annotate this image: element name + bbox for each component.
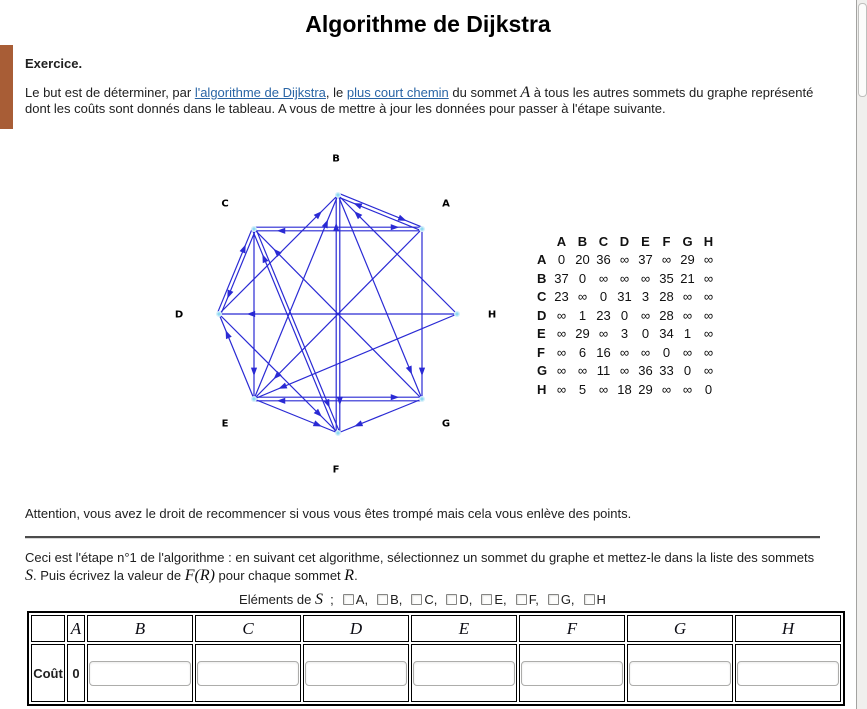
graph-arrow-E-F	[313, 420, 322, 426]
step-paragraph	[25, 549, 845, 584]
matrix-cell-A-H: ∞	[703, 252, 714, 268]
element-checkbox-label-H: H	[596, 592, 606, 607]
graph-label-B: B	[332, 153, 340, 165]
math-vertex-r: R	[344, 566, 355, 584]
cost-input-E[interactable]	[413, 661, 515, 686]
matrix-row-C	[536, 288, 719, 307]
matrix-row-B	[536, 269, 719, 288]
cost-input-cell-B	[87, 644, 193, 702]
matrix-cell-H-D: 18	[617, 381, 632, 397]
graph-label-D: D	[174, 309, 184, 321]
matrix-row-label-A: A	[537, 252, 547, 268]
matrix-cell-F-A: ∞	[556, 344, 567, 360]
matrix-cell-G-B: ∞	[577, 363, 588, 379]
matrix-cell-A-C: 36	[596, 252, 611, 268]
matrix-cell-F-B: 6	[578, 344, 587, 360]
attention-note: Attention, vous avez le droit de recommencer si vous vous êtes trompé mais cela vous enlève des points.	[25, 506, 632, 521]
cost-input-F[interactable]	[521, 661, 623, 686]
matrix-cell-B-G: 21	[680, 270, 695, 286]
cost-col-header-E: E	[411, 615, 517, 642]
matrix-cell-D-C: 23	[596, 307, 611, 323]
cost-value-A: 0	[67, 644, 85, 702]
element-item-C	[411, 592, 437, 607]
graph-arrow-H-D	[247, 311, 256, 317]
graph-edge-B-A	[339, 193, 423, 227]
matrix-cell-G-E: 36	[638, 363, 653, 379]
matrix-cell-H-G: ∞	[682, 381, 693, 397]
graph-label-C: C	[221, 198, 229, 210]
matrix-cell-G-D: ∞	[619, 363, 630, 379]
element-checkbox-label-C: C,	[424, 592, 438, 607]
matrix-cell-D-H: ∞	[703, 307, 714, 323]
graph-arrow-C-E	[251, 368, 257, 377]
matrix-cell-G-H: ∞	[703, 363, 714, 379]
element-item-H	[584, 592, 606, 607]
matrix-cell-C-A: 23	[554, 289, 569, 305]
matrix-col-header-F: F	[662, 233, 671, 249]
matrix-cell-E-B: 29	[575, 326, 590, 342]
element-item-F	[516, 592, 539, 607]
matrix-cell-A-A: 0	[557, 252, 566, 268]
matrix-cell-E-C: ∞	[598, 326, 609, 342]
graph-node-G	[420, 397, 425, 402]
graph-arrow-E-G	[391, 394, 400, 400]
matrix-col-header-E: E	[641, 233, 650, 249]
matrix-row-H	[536, 380, 719, 399]
matrix-cell-E-G: 1	[683, 326, 692, 342]
matrix-col-header-B: B	[577, 233, 588, 249]
matrix-cell-B-C: ∞	[598, 270, 609, 286]
element-checkbox-A[interactable]	[343, 594, 354, 605]
cost-table	[27, 611, 845, 706]
graph-arrow-A-C	[277, 228, 286, 234]
graph-edge-A-B	[337, 197, 421, 231]
graph-edge-G-F	[338, 399, 422, 433]
element-checkbox-G[interactable]	[548, 594, 559, 605]
elements-label: Eléments de	[239, 592, 312, 607]
element-checkbox-B[interactable]	[377, 594, 388, 605]
element-checkbox-E[interactable]	[481, 594, 492, 605]
matrix-col-header-H: H	[703, 233, 714, 249]
graph-label-G: G	[441, 418, 451, 430]
matrix-row-label-D: D	[537, 307, 547, 323]
matrix-cell-G-A: ∞	[556, 363, 567, 379]
matrix-cell-C-C: 0	[599, 289, 608, 305]
graph-figure	[158, 142, 538, 487]
element-checkboxes	[334, 592, 606, 607]
cost-input-D[interactable]	[305, 661, 407, 686]
matrix-cell-A-E: 37	[638, 252, 653, 268]
cost-input-cell-F	[519, 644, 625, 702]
graph-arrow-C-D	[227, 290, 233, 299]
cost-input-C[interactable]	[197, 661, 299, 686]
matrix-cell-B-B: 0	[578, 270, 587, 286]
cost-col-header-D: D	[303, 615, 409, 642]
element-item-E	[481, 592, 506, 607]
matrix-cell-D-B: 1	[578, 307, 587, 323]
page-title: Algorithme de Dijkstra	[305, 11, 551, 37]
graph-label-F: F	[332, 464, 340, 476]
cost-row-label: Coût	[31, 644, 65, 702]
cost-input-cell-H	[735, 644, 841, 702]
matrix-cell-D-G: ∞	[682, 307, 693, 323]
matrix-row-label-F: F	[537, 344, 545, 360]
matrix-cell-C-H: ∞	[703, 289, 714, 305]
matrix-col-header-A: A	[556, 233, 567, 249]
matrix-cell-B-A: 37	[554, 270, 569, 286]
element-item-A	[343, 592, 368, 607]
matrix-row-D	[536, 306, 719, 325]
exercise-heading: Exercice.	[25, 56, 83, 71]
matrix-row-G	[536, 362, 719, 381]
matrix-cell-F-H: ∞	[703, 344, 714, 360]
matrix-cell-D-E: ∞	[640, 307, 651, 323]
step-text-1: Ceci est l'étape n°1 de l'algorithme : en suivant cet algorithme, sélectionnez un sommet du graphe et mettez-le dans la liste des sommets	[25, 550, 815, 565]
matrix-cell-C-F: 28	[659, 289, 674, 305]
graph-arrow-B-A	[398, 215, 407, 221]
matrix-col-header-D: D	[619, 233, 630, 249]
math-set-s-2: S	[314, 591, 323, 608]
cost-matrix	[536, 232, 719, 399]
cost-col-header-G: G	[627, 615, 733, 642]
matrix-cell-D-A: ∞	[556, 307, 567, 323]
graph-node-H	[455, 312, 460, 317]
matrix-row-label-E: E	[537, 326, 546, 342]
matrix-cell-B-H: ∞	[703, 270, 714, 286]
matrix-cell-F-F: 0	[662, 344, 671, 360]
graph-arrow-G-E	[277, 398, 286, 404]
matrix-cell-G-G: 0	[683, 363, 692, 379]
cost-col-header-A: A	[67, 615, 85, 642]
matrix-col-header-C: C	[598, 233, 609, 249]
graph-label-E: E	[221, 418, 229, 430]
matrix-cell-A-B: 20	[575, 252, 590, 268]
matrix-row-A	[536, 251, 719, 270]
vertical-scrollbar[interactable]	[856, 0, 867, 709]
matrix-row-label-H: H	[537, 381, 547, 397]
matrix-corner	[536, 232, 551, 251]
matrix-row-F	[536, 343, 719, 362]
horizontal-rule	[25, 536, 820, 538]
matrix-cell-B-D: ∞	[619, 270, 630, 286]
cost-input-B[interactable]	[89, 661, 191, 686]
matrix-cell-H-C: ∞	[598, 381, 609, 397]
matrix-cell-D-F: 28	[659, 307, 674, 323]
cost-input-cell-D	[303, 644, 409, 702]
matrix-cell-B-E: ∞	[640, 270, 651, 286]
shortest-path-link[interactable]: plus court chemin	[346, 85, 449, 100]
element-checkbox-C[interactable]	[411, 594, 422, 605]
matrix-cell-A-F: ∞	[661, 252, 672, 268]
graph-arrow-B-G	[406, 366, 412, 375]
graph-node-B	[336, 193, 341, 198]
cost-col-header-F: F	[519, 615, 625, 642]
cost-table-corner	[31, 615, 65, 642]
intro-text-2: , le	[325, 85, 347, 100]
cost-input-cell-E	[411, 644, 517, 702]
element-checkbox-label-F: F,	[528, 592, 539, 607]
matrix-cell-A-G: 29	[680, 252, 695, 268]
intro-text-1: Le but est de déterminer, par	[25, 85, 195, 100]
element-checkbox-F[interactable]	[516, 594, 527, 605]
graph-arrow-A-G	[419, 368, 425, 377]
element-checkbox-H[interactable]	[584, 594, 595, 605]
matrix-cell-C-B: ∞	[577, 289, 588, 305]
matrix-cell-H-F: ∞	[661, 381, 672, 397]
dijkstra-algorithm-link[interactable]: l'algorithme de Dijkstra	[194, 85, 326, 100]
matrix-col-header-G: G	[682, 233, 693, 249]
elements-separator: ;	[330, 592, 334, 607]
elements-of-s-row	[25, 591, 820, 609]
matrix-cell-C-D: 31	[617, 289, 632, 305]
graph-edge-E-F	[254, 399, 338, 433]
matrix-cell-H-H: 0	[704, 381, 713, 397]
graph-label-A: A	[442, 198, 450, 210]
graph-arrow-D-C	[240, 244, 246, 253]
matrix-cell-E-E: 0	[641, 326, 650, 342]
matrix-cell-H-A: ∞	[556, 381, 567, 397]
cost-col-header-H: H	[735, 615, 841, 642]
step-text-2: . Puis écrivez la valeur de	[33, 567, 185, 583]
element-checkbox-label-D: D,	[459, 592, 473, 607]
step-text-4: .	[354, 567, 358, 583]
matrix-cell-G-F: 33	[659, 363, 674, 379]
matrix-cell-C-G: ∞	[682, 289, 693, 305]
element-item-D	[446, 592, 472, 607]
element-checkbox-D[interactable]	[446, 594, 457, 605]
intro-text-3: du sommet	[448, 85, 521, 100]
math-set-s: S	[25, 566, 33, 584]
exercise-accent-bar	[0, 45, 13, 129]
graph-node-F	[336, 431, 341, 436]
graph-arrow-G-F	[354, 420, 363, 426]
graph-node-A	[420, 227, 425, 232]
matrix-cell-H-E: 29	[638, 381, 653, 397]
matrix-cell-B-F: 35	[659, 270, 674, 286]
matrix-row-label-G: G	[537, 363, 548, 379]
graph-edge-C-D	[221, 230, 256, 315]
matrix-row-E	[536, 325, 719, 344]
graph-node-D	[217, 312, 222, 317]
cost-input-cell-G	[627, 644, 733, 702]
element-item-B	[377, 592, 402, 607]
cost-col-header-C: C	[195, 615, 301, 642]
matrix-cell-C-E: 3	[641, 289, 650, 305]
step-text-3: pour chaque sommet	[214, 567, 345, 583]
intro-text-4: à tous les autres sommets du graphe représenté	[530, 85, 814, 100]
graph-arrow-C-A	[391, 224, 400, 230]
matrix-cell-D-D: 0	[620, 307, 629, 323]
matrix-cell-F-E: ∞	[640, 344, 651, 360]
matrix-cell-E-F: 34	[659, 326, 674, 342]
scrollbar-thumb[interactable]	[858, 3, 867, 97]
cost-input-G[interactable]	[629, 661, 731, 686]
element-item-G	[548, 592, 575, 607]
element-checkbox-label-G: G,	[560, 592, 575, 607]
graph-node-E	[252, 397, 257, 402]
matrix-cell-G-C: 11	[596, 363, 611, 379]
cost-input-H[interactable]	[737, 661, 839, 686]
matrix-row-label-C: C	[537, 289, 547, 305]
cost-input-cell-C	[195, 644, 301, 702]
matrix-cell-A-D: ∞	[619, 252, 630, 268]
matrix-cell-H-B: 5	[578, 381, 587, 397]
matrix-cell-F-C: 16	[596, 344, 611, 360]
matrix-cell-E-D: 3	[620, 326, 629, 342]
math-vertex-a: A	[520, 84, 531, 101]
element-checkbox-label-E: E,	[494, 592, 507, 607]
graph-node-C	[252, 227, 257, 232]
element-checkbox-label-A: A,	[355, 592, 369, 607]
graph-edge-E-D	[219, 314, 254, 399]
matrix-cell-F-D: ∞	[619, 344, 630, 360]
graph-arrow-A-B	[353, 203, 362, 209]
matrix-cell-F-G: ∞	[682, 344, 693, 360]
intro-paragraph	[25, 85, 843, 116]
graph-label-H: H	[487, 309, 497, 321]
cost-col-header-B: B	[87, 615, 193, 642]
matrix-cell-E-H: ∞	[703, 326, 714, 342]
matrix-cell-E-A: ∞	[556, 326, 567, 342]
element-checkbox-label-B: B,	[390, 592, 403, 607]
math-f-of-r: F(R)	[184, 566, 215, 584]
graph-arrow-H-E	[278, 383, 287, 389]
intro-text-5: dont les coûts sont donnés dans le tableau. A vous de mettre à jour les données pour passer à l'étape suivante.	[25, 100, 666, 116]
graph-arrow-E-D	[226, 330, 232, 339]
matrix-row-label-B: B	[537, 270, 547, 286]
graph-edge-D-C	[217, 228, 252, 313]
